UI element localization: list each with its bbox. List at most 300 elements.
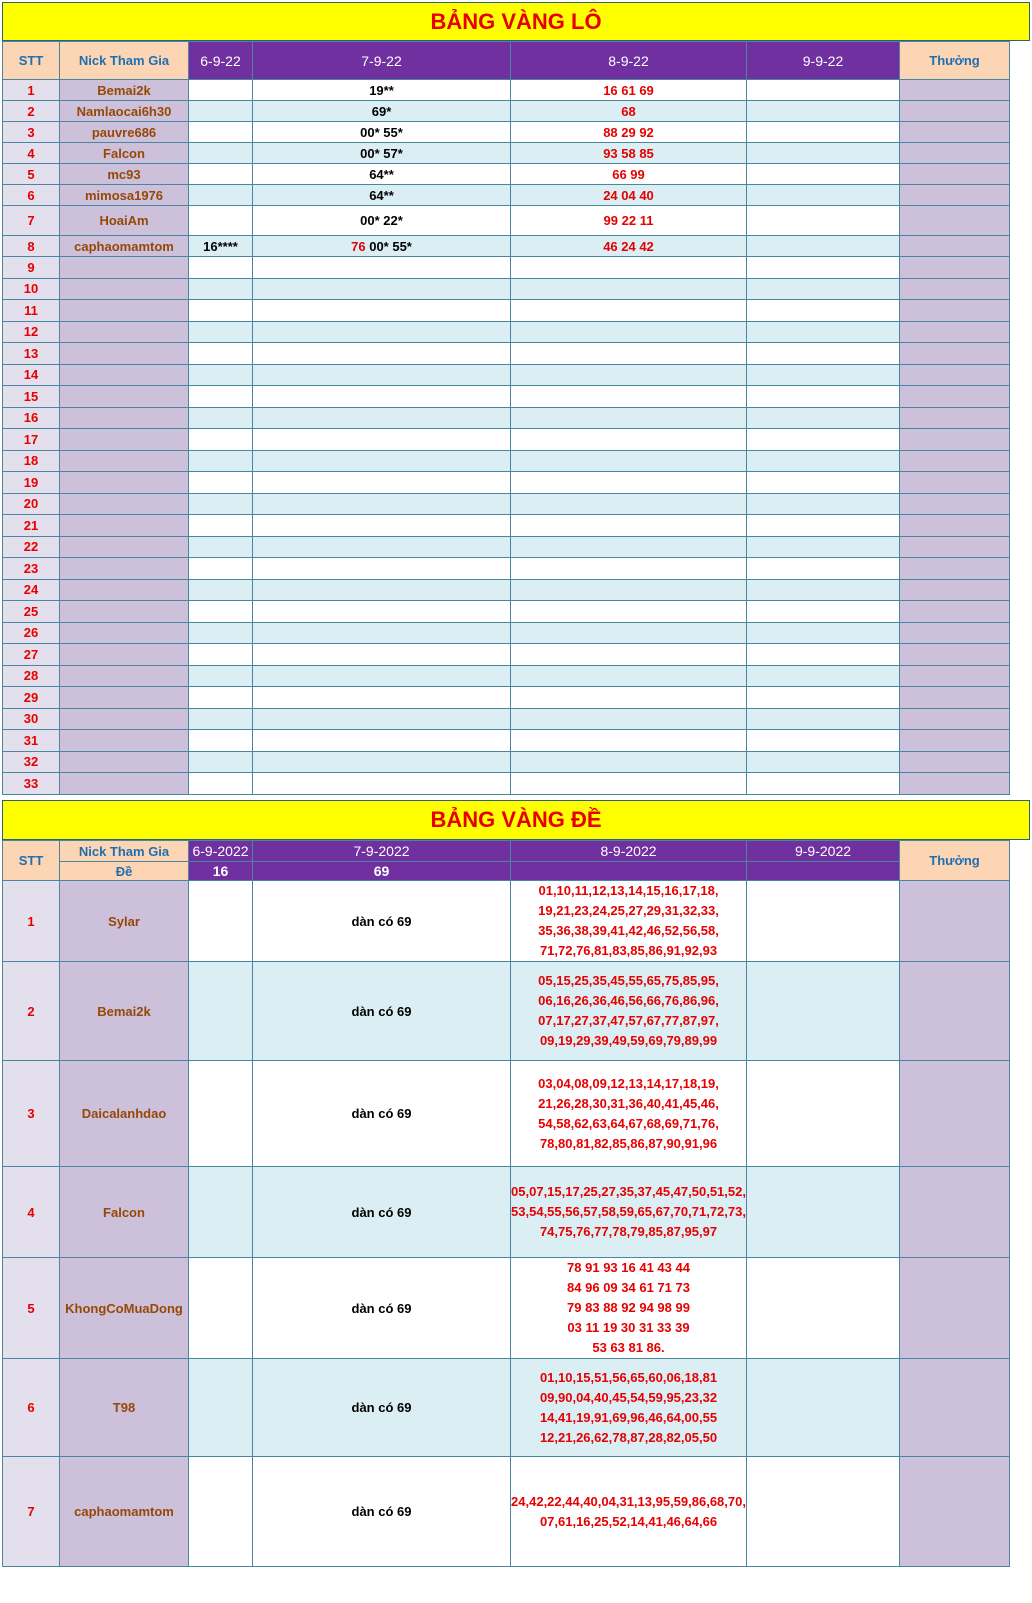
lo-d3 — [511, 407, 747, 429]
lo-d2 — [253, 536, 511, 558]
lo-stt: 13 — [3, 343, 60, 365]
lo-d1 — [189, 185, 253, 206]
de-d3-line: 24,42,22,44,40,04,31,13,95,59,86,68,70, — [511, 1493, 746, 1509]
de-d1 — [189, 1359, 253, 1457]
de-d1 — [189, 881, 253, 962]
de-thuong — [900, 1457, 1010, 1567]
lo-nick: pauvre686 — [60, 122, 189, 143]
lo-stt: 9 — [3, 257, 60, 279]
lo-d4 — [747, 665, 900, 687]
lo-d3: 24 04 40 — [511, 185, 747, 206]
lo-d3 — [511, 665, 747, 687]
lo-d4 — [747, 644, 900, 666]
lo-d1 — [189, 730, 253, 752]
lo-d4 — [747, 236, 900, 257]
lo-table-row — [3, 751, 1010, 773]
lo-d2-red: 76 — [351, 238, 366, 254]
lo-nick — [60, 429, 189, 451]
de-nick: caphaomamtom — [60, 1457, 189, 1567]
lo-d3 — [511, 364, 747, 386]
lo-nick: HoaiAm — [60, 206, 189, 236]
lo-thuong — [900, 364, 1010, 386]
de-d3-line: 07,17,27,37,47,57,67,77,87,97, — [538, 1013, 719, 1028]
de-d1 — [189, 1167, 253, 1258]
lo-nick — [60, 300, 189, 322]
de-d3-line: 74,75,76,77,78,79,85,87,95,97 — [539, 1224, 718, 1239]
lo-stt: 12 — [3, 321, 60, 343]
lo-d2 — [253, 300, 511, 322]
lo-d1 — [189, 558, 253, 580]
de-result-d2: 69 — [253, 862, 511, 881]
lo-stt: 30 — [3, 708, 60, 730]
lo-d2 — [253, 773, 511, 795]
lo-stt: 7 — [3, 206, 60, 236]
de-d2: dàn có 69 — [253, 1061, 511, 1167]
lo-d3 — [511, 386, 747, 408]
lo-thuong — [900, 708, 1010, 730]
de-d3-line: 53 63 81 86. — [592, 1340, 665, 1355]
lo-thuong — [900, 206, 1010, 236]
de-stt: 5 — [3, 1258, 60, 1359]
lo-thuong — [900, 493, 1010, 515]
lo-header-thuong: Thưởng — [900, 42, 1010, 80]
lo-nick — [60, 751, 189, 773]
de-nick: Sylar — [60, 881, 189, 962]
lo-stt: 23 — [3, 558, 60, 580]
lo-d1 — [189, 579, 253, 601]
de-d4 — [747, 962, 900, 1061]
lo-table-row — [3, 185, 1010, 206]
lo-d1 — [189, 257, 253, 279]
lo-nick — [60, 708, 189, 730]
de-d3-line: 05,15,25,35,45,55,65,75,85,95, — [538, 973, 719, 988]
lo-d3: 88 29 92 — [511, 122, 747, 143]
lo-stt: 26 — [3, 622, 60, 644]
lo-d4 — [747, 773, 900, 795]
lo-table-row — [3, 558, 1010, 580]
lo-d1 — [189, 536, 253, 558]
lo-d2-text: 00* 55* — [369, 238, 412, 254]
lo-d4 — [747, 257, 900, 279]
lo-d1 — [189, 773, 253, 795]
lo-d2 — [253, 185, 511, 206]
lo-stt: 11 — [3, 300, 60, 322]
de-nick: KhongCoMuaDong — [60, 1258, 189, 1359]
de-stt: 7 — [3, 1457, 60, 1567]
lo-d2 — [253, 364, 511, 386]
de-header-thuong: Thưởng — [900, 841, 1010, 881]
de-header-nick: Nick Tham Gia — [60, 841, 189, 862]
lo-d3 — [511, 622, 747, 644]
lo-d4 — [747, 278, 900, 300]
lo-d2 — [253, 257, 511, 279]
lo-title: BẢNG VÀNG LÔ — [2, 2, 1030, 41]
lo-d2-text: 00* 57* — [360, 145, 403, 161]
de-header-d1: 6-9-2022 — [189, 841, 253, 862]
lo-d4 — [747, 206, 900, 236]
lo-d2-text: 64** — [369, 166, 394, 182]
de-stt: 3 — [3, 1061, 60, 1167]
lo-table-row — [3, 493, 1010, 515]
de-d3-line: 09,19,29,39,49,59,69,79,89,99 — [539, 1033, 718, 1048]
lo-d2 — [253, 278, 511, 300]
lo-d2 — [253, 687, 511, 709]
lo-stt: 18 — [3, 450, 60, 472]
lo-d3 — [511, 579, 747, 601]
lo-d1 — [189, 206, 253, 236]
lo-thuong — [900, 257, 1010, 279]
lo-stt: 6 — [3, 185, 60, 206]
lo-stt: 2 — [3, 101, 60, 122]
lo-thuong — [900, 472, 1010, 494]
lo-thuong — [900, 687, 1010, 709]
lo-thuong — [900, 407, 1010, 429]
lo-d3 — [511, 343, 747, 365]
lo-nick — [60, 536, 189, 558]
lo-d3: 16 61 69 — [511, 80, 747, 101]
lo-nick: Falcon — [60, 143, 189, 164]
lo-table — [2, 41, 1010, 795]
lo-d1 — [189, 515, 253, 537]
lo-d3 — [511, 472, 747, 494]
lo-d2 — [253, 164, 511, 185]
lo-thuong — [900, 515, 1010, 537]
de-d2: dàn có 69 — [253, 962, 511, 1061]
lo-d2 — [253, 122, 511, 143]
lo-table-row — [3, 122, 1010, 143]
lo-thuong — [900, 321, 1010, 343]
de-d2: dàn có 69 — [253, 881, 511, 962]
lo-d1 — [189, 122, 253, 143]
lo-stt: 5 — [3, 164, 60, 185]
lo-d3 — [511, 558, 747, 580]
lo-header-d1: 6-9-22 — [189, 42, 253, 80]
lo-d3 — [511, 278, 747, 300]
lo-table-row — [3, 536, 1010, 558]
de-d3 — [511, 1258, 747, 1359]
lo-d4 — [747, 386, 900, 408]
de-table-row — [3, 1457, 1010, 1567]
de-d1 — [189, 962, 253, 1061]
lo-d2 — [253, 407, 511, 429]
de-d3-line: 19,21,23,24,25,27,29,31,32,33, — [538, 903, 719, 918]
lo-nick — [60, 472, 189, 494]
de-stt: 6 — [3, 1359, 60, 1457]
lo-d2 — [253, 730, 511, 752]
de-d3-line: 03,04,08,09,12,13,14,17,18,19, — [538, 1075, 719, 1091]
lo-table-row — [3, 687, 1010, 709]
lo-d4 — [747, 579, 900, 601]
lo-d1 — [189, 343, 253, 365]
lo-d1 — [189, 687, 253, 709]
lo-d3 — [511, 515, 747, 537]
lo-d4 — [747, 751, 900, 773]
lo-d3: 99 22 11 — [511, 206, 747, 236]
lo-d2 — [253, 450, 511, 472]
lo-d3 — [511, 751, 747, 773]
de-d3 — [511, 1167, 747, 1258]
de-header-d2: 7-9-2022 — [253, 841, 511, 862]
lo-table-row — [3, 386, 1010, 408]
lo-d4 — [747, 80, 900, 101]
lo-table-row — [3, 278, 1010, 300]
lo-d1 — [189, 407, 253, 429]
de-d3-line: 71,72,76,81,83,85,86,91,92,93 — [539, 943, 718, 958]
lo-stt: 16 — [3, 407, 60, 429]
lo-d2 — [253, 343, 511, 365]
de-stt: 4 — [3, 1167, 60, 1258]
lo-d4 — [747, 122, 900, 143]
lo-d1 — [189, 708, 253, 730]
lo-d1 — [189, 386, 253, 408]
de-d3-line: 53,54,55,56,57,58,59,65,67,70,71,72,73, — [511, 1204, 746, 1219]
lo-d4 — [747, 601, 900, 623]
lo-d2 — [253, 236, 511, 257]
de-d3-line: 01,10,15,51,56,65,60,06,18,81 — [539, 1369, 718, 1385]
de-header-de-label: Đề — [60, 862, 189, 881]
lo-d1 — [189, 493, 253, 515]
de-d2: dàn có 69 — [253, 1258, 511, 1359]
de-header-d3: 8-9-2022 — [511, 841, 747, 862]
de-d3 — [511, 881, 747, 962]
lo-d1 — [189, 300, 253, 322]
lo-d3: 66 99 — [511, 164, 747, 185]
lo-stt: 29 — [3, 687, 60, 709]
lo-d4 — [747, 429, 900, 451]
lo-d2 — [253, 493, 511, 515]
lo-d2-text: 00* 22* — [360, 213, 403, 228]
de-d4 — [747, 1359, 900, 1457]
de-d3-line: 84 96 09 34 61 71 73 — [567, 1280, 690, 1295]
lo-nick — [60, 321, 189, 343]
de-result-d4 — [747, 862, 900, 881]
lo-d3 — [511, 450, 747, 472]
de-header-stt: STT — [3, 841, 60, 881]
lo-thuong — [900, 429, 1010, 451]
lo-d4 — [747, 321, 900, 343]
de-nick: Falcon — [60, 1167, 189, 1258]
lo-d4 — [747, 143, 900, 164]
lo-table-row — [3, 665, 1010, 687]
lo-d2 — [253, 206, 511, 236]
lo-stt: 20 — [3, 493, 60, 515]
lo-stt: 33 — [3, 773, 60, 795]
lo-table-row — [3, 300, 1010, 322]
de-d2: dàn có 69 — [253, 1167, 511, 1258]
lo-d4 — [747, 185, 900, 206]
lo-d4 — [747, 622, 900, 644]
lo-d3 — [511, 429, 747, 451]
lo-d2 — [253, 622, 511, 644]
lo-d3 — [511, 644, 747, 666]
lo-d4 — [747, 708, 900, 730]
lo-table-row — [3, 601, 1010, 623]
de-d3 — [511, 962, 747, 1061]
lo-stt: 25 — [3, 601, 60, 623]
lo-d1 — [189, 751, 253, 773]
de-result-d1: 16 — [189, 862, 253, 881]
de-d4 — [747, 1457, 900, 1567]
lo-d1 — [189, 164, 253, 185]
lo-nick — [60, 450, 189, 472]
lo-d1 — [189, 321, 253, 343]
lo-nick — [60, 407, 189, 429]
lo-d2-text: 69* — [371, 103, 392, 119]
lo-thuong — [900, 185, 1010, 206]
lo-d4 — [747, 407, 900, 429]
lo-d2 — [253, 558, 511, 580]
de-d4 — [747, 1061, 900, 1167]
lo-thuong — [900, 122, 1010, 143]
de-thuong — [900, 1061, 1010, 1167]
lo-stt: 4 — [3, 143, 60, 164]
lo-d4 — [747, 493, 900, 515]
de-nick: T98 — [60, 1359, 189, 1457]
lo-table-row — [3, 515, 1010, 537]
lo-thuong — [900, 300, 1010, 322]
lo-d1 — [189, 278, 253, 300]
lo-nick — [60, 579, 189, 601]
de-d3-line: 05,07,15,17,25,27,35,37,45,47,50,51,52, — [511, 1184, 746, 1199]
lo-stt: 27 — [3, 644, 60, 666]
lo-table-row — [3, 257, 1010, 279]
lo-d1 — [189, 80, 253, 101]
lo-table-row — [3, 773, 1010, 795]
de-title: BẢNG VÀNG ĐỀ — [2, 800, 1030, 840]
lo-thuong — [900, 558, 1010, 580]
lo-nick: mimosa1976 — [60, 185, 189, 206]
de-thuong — [900, 962, 1010, 1061]
de-d3-line: 54,58,62,63,64,67,68,69,71,76, — [538, 1115, 719, 1131]
de-d4 — [747, 1167, 900, 1258]
lo-thuong — [900, 80, 1010, 101]
lo-d3: 93 58 85 — [511, 143, 747, 164]
lo-d4 — [747, 730, 900, 752]
lo-table-row — [3, 429, 1010, 451]
de-d3-line: 78 91 93 16 41 43 44 — [567, 1260, 690, 1275]
lo-nick — [60, 257, 189, 279]
lo-d3: 46 24 42 — [511, 236, 747, 257]
de-thuong — [900, 881, 1010, 962]
lo-thuong — [900, 730, 1010, 752]
de-d3-line: 06,16,26,36,46,56,66,76,86,96, — [538, 993, 719, 1008]
lo-table-row — [3, 730, 1010, 752]
lo-d3 — [511, 536, 747, 558]
lo-d1 — [189, 644, 253, 666]
lo-nick: mc93 — [60, 164, 189, 185]
de-thuong — [900, 1258, 1010, 1359]
lo-nick: Bemai2k — [60, 80, 189, 101]
lo-stt: 28 — [3, 665, 60, 687]
lo-thuong — [900, 164, 1010, 185]
lo-thuong — [900, 579, 1010, 601]
lo-nick — [60, 364, 189, 386]
lo-table-row — [3, 708, 1010, 730]
lo-thuong — [900, 278, 1010, 300]
lo-nick — [60, 558, 189, 580]
lo-stt: 19 — [3, 472, 60, 494]
lo-nick — [60, 515, 189, 537]
lo-d1 — [189, 622, 253, 644]
lo-d2-text: 64** — [369, 187, 394, 203]
lo-d4 — [747, 687, 900, 709]
lo-thuong — [900, 343, 1010, 365]
lo-thuong — [900, 773, 1010, 795]
lo-table-row — [3, 343, 1010, 365]
lo-nick — [60, 665, 189, 687]
de-d3-line: 01,10,11,12,13,14,15,16,17,18, — [538, 883, 719, 898]
de-d3-line: 14,41,19,91,69,96,46,64,00,55 — [539, 1409, 718, 1425]
de-d1 — [189, 1457, 253, 1567]
lo-d4 — [747, 164, 900, 185]
lo-d3 — [511, 493, 747, 515]
lo-d3 — [511, 730, 747, 752]
lo-d1 — [189, 601, 253, 623]
de-table-row — [3, 1258, 1010, 1359]
lo-d3 — [511, 321, 747, 343]
lo-thuong — [900, 536, 1010, 558]
de-d1 — [189, 1258, 253, 1359]
lo-thuong — [900, 644, 1010, 666]
lo-d2 — [253, 601, 511, 623]
lo-d4 — [747, 364, 900, 386]
de-nick: Bemai2k — [60, 962, 189, 1061]
lo-stt: 22 — [3, 536, 60, 558]
de-d1 — [189, 1061, 253, 1167]
lo-d4 — [747, 536, 900, 558]
de-table-row — [3, 881, 1010, 962]
de-d3-line: 03 11 19 30 31 33 39 — [567, 1320, 690, 1335]
lo-d3 — [511, 773, 747, 795]
lo-stt: 15 — [3, 386, 60, 408]
lo-thuong — [900, 236, 1010, 257]
de-d3 — [511, 1359, 747, 1457]
lo-nick — [60, 601, 189, 623]
lo-thuong — [900, 143, 1010, 164]
de-stt: 2 — [3, 962, 60, 1061]
lo-thuong — [900, 450, 1010, 472]
lo-nick: caphaomamtom — [60, 236, 189, 257]
lo-nick — [60, 622, 189, 644]
de-table-row — [3, 1359, 1010, 1457]
lo-d2 — [253, 515, 511, 537]
lo-d2 — [253, 429, 511, 451]
lo-nick — [60, 493, 189, 515]
lo-d2 — [253, 644, 511, 666]
de-stt: 1 — [3, 881, 60, 962]
lo-d1: 16**** — [189, 236, 253, 257]
lo-stt: 21 — [3, 515, 60, 537]
de-d3-line: 07,61,16,25,52,14,41,46,64,66 — [539, 1513, 718, 1529]
lo-stt: 17 — [3, 429, 60, 451]
lo-d3 — [511, 708, 747, 730]
de-header-d4: 9-9-2022 — [747, 841, 900, 862]
lo-header-d4: 9-9-22 — [747, 42, 900, 80]
lo-d2 — [253, 143, 511, 164]
de-d2: dàn có 69 — [253, 1457, 511, 1567]
lo-header-nick: Nick Tham Gia — [60, 42, 189, 80]
lo-stt: 3 — [3, 122, 60, 143]
lo-d2 — [253, 751, 511, 773]
lo-d1 — [189, 364, 253, 386]
lo-nick — [60, 278, 189, 300]
de-thuong — [900, 1359, 1010, 1457]
lo-table-row — [3, 472, 1010, 494]
lo-thuong — [900, 601, 1010, 623]
lo-nick — [60, 773, 189, 795]
lo-stt: 1 — [3, 80, 60, 101]
lo-thuong — [900, 622, 1010, 644]
